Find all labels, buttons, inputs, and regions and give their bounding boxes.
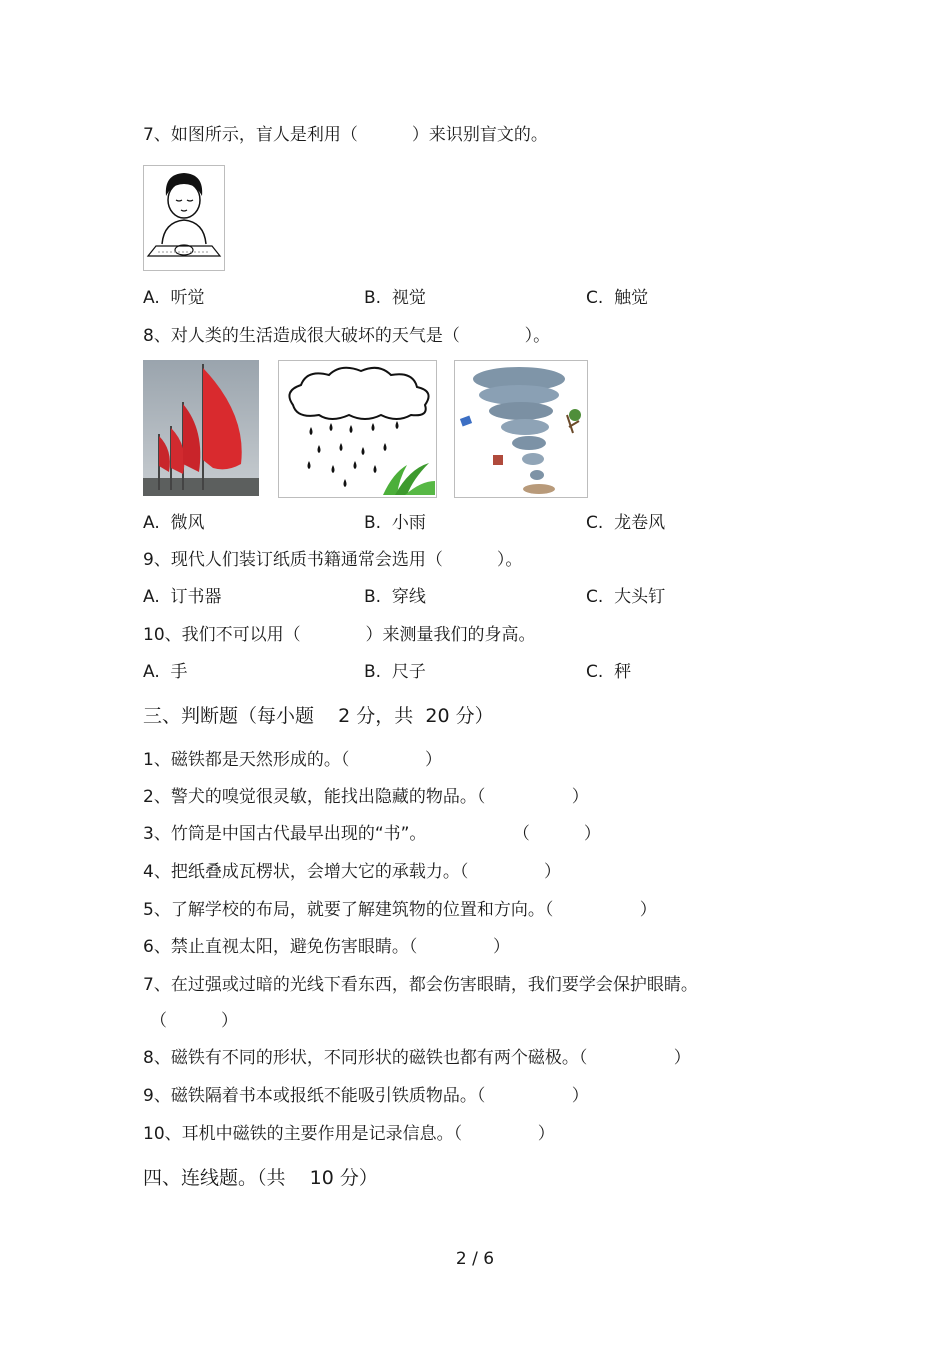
question-9-stem: 9、现代人们装订纸质书籍通常会选用（ ）。 <box>143 550 523 570</box>
q9-option-b: B. 穿线 <box>364 587 426 607</box>
q7-option-c: C. 触觉 <box>586 288 649 308</box>
q9-option-c: C. 大头钉 <box>586 587 666 607</box>
q8-option-b: B. 小雨 <box>364 513 426 533</box>
judgment-4: 4、把纸叠成瓦楞状，会增大它的承载力。（ ） <box>143 862 561 882</box>
judgment-5: 5、了解学校的布局，就要了解建筑物的位置和方向。（ ） <box>143 900 657 920</box>
q10-option-c: C. 秤 <box>586 662 632 682</box>
section-3-title: 三、判断题（每小题 2 分，共 20 分） <box>143 705 494 727</box>
question-7-stem: 7、如图所示，盲人是利用（ ）来识别盲文的。 <box>143 125 548 145</box>
q9-option-a: A. 订书器 <box>143 587 222 607</box>
blind-boy-image <box>143 165 225 271</box>
judgment-6: 6、禁止直视太阳，避免伤害眼睛。（ ） <box>143 937 510 957</box>
question-10-stem: 10、我们不可以用（ ）来测量我们的身高。 <box>143 625 536 645</box>
judgment-9: 9、磁铁隔着书本或报纸不能吸引铁质物品。（ ） <box>143 1086 589 1106</box>
rain-cloud-image <box>278 360 437 498</box>
q8-option-a: A. 微风 <box>143 513 205 533</box>
q8-option-c: C. 龙卷风 <box>586 513 666 533</box>
flags-image <box>143 360 259 496</box>
judgment-10: 10、耳机中磁铁的主要作用是记录信息。（ ） <box>143 1124 555 1144</box>
tornado-image <box>454 360 588 498</box>
section-4-title: 四、连线题。（共 10 分） <box>143 1167 378 1189</box>
judgment-7-blank: （ ） <box>150 1011 239 1031</box>
question-8-stem: 8、对人类的生活造成很大破坏的天气是（ ）。 <box>143 326 551 346</box>
judgment-3: 3、竹筒是中国古代最早出现的“书”。 （ ） <box>143 824 601 844</box>
q7-option-b: B. 视觉 <box>364 288 426 308</box>
judgment-2: 2、警犬的嗅觉很灵敏，能找出隐藏的物品。（ ） <box>143 787 589 807</box>
judgment-1: 1、磁铁都是天然形成的。（ ） <box>143 750 442 770</box>
page-number: 2 / 6 <box>455 1249 495 1269</box>
q10-option-b: B. 尺子 <box>364 662 426 682</box>
judgment-7: 7、在过强或过暗的光线下看东西，都会伤害眼睛，我们要学会保护眼睛。 <box>143 975 698 995</box>
q10-option-a: A. 手 <box>143 662 188 682</box>
judgment-8: 8、磁铁有不同的形状，不同形状的磁铁也都有两个磁极。（ ） <box>143 1048 691 1068</box>
q7-option-a: A. 听觉 <box>143 288 205 308</box>
